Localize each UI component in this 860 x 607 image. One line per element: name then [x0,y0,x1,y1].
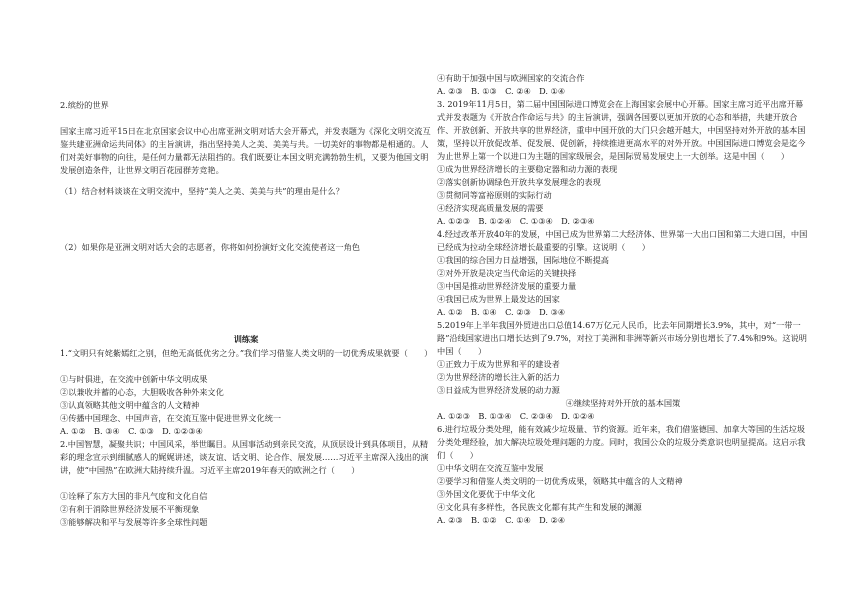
item-2-answers: A. ②③ B. ①③ C. ②④ D. ①④ [437,86,566,96]
intro-paragraph: 国家主席习近平15日在北京国家会议中心出席亚洲文明对话大会开幕式，并发表题为《深化文明交流互鉴共建亚洲命运共同体》的主旨演讲，指出坚持美人之美、美美与共。一切美好的事物都是相通的。人们对美好事物的向往，是任何力量都无法阻挡的。我们既要让本国文明充满勃勃生机，又要为他国文明发展创造条件，让世界文明百花园群芳竞艳。 [60,126,431,175]
item-3-stem: 3. 2019年11月5日，第二届中国国际进口博览会在上海国家会展中心开幕。国家主席习近平出席开幕式并发表题为《开放合作命运与共》的主旨演讲，强调各国要以更加开放的心态和举措，共建开放合作、开放创新、开放共享的世界经济，重申中国开放的大门只会越开越大，中国坚持对外开放的基本国策，坚持以开放促改革、促发展、促创新，持续推进更高水平的对外开放。中国国际进口博览会是迄今为止世界上第一个以进口为主题的国家级展会，是国际贸易发展史上一大创举。这是中国（ ） [437,99,806,161]
section-title: 训练案 [233,334,259,344]
item-5-option-4: ④继续坚持对外开放的基本国策 [565,398,681,408]
item-2-stem: 2.中国智慧，凝聚共识；中国风采，举世瞩目。从国事活动到亲民交流，从顶层设计到具体项目，从精彩的理念宣示到细腻感人的娓娓讲述，谈友谊、话文明、论合作、展发展……习近平主席深入浅出的演讲，使“中国热”在欧洲大陆持续升温。习近平主席2019年春天的欧洲之行（ ） [60,439,429,475]
item-4-options: ①我国的综合国力日益增强，国际地位不断提高 ②对外开放是决定当代命运的关键抉择 ③中国是推动世界经济发展的重要力量 ④我国已成为世界上最发达的国家 [437,255,609,304]
item-5-stem: 5.2019年上半年我国外贸进出口总值14.67万亿元人民币，比去年同期增长3.9%，其中，对“一带一路”沿线国家进出口增长达到了9.7%，对拉丁美洲和非洲等新兴市场分别也增长了7.4%和9%。这说明中国（ ） [437,320,807,356]
item-4-answers: A. ①② B. ①④ C. ②③ D. ③④ [437,307,566,317]
item-1-answers: A. ①② B. ③④ C. ①③ D. ①②③④ [60,426,203,436]
item-1-options: ①与时俱进，在交流中创新中华文明成果 ②以兼收并蓄的心态，大胆吸收各种外来文化 ③认真领略其他文明中蕴含的人文精神 ④传播中国理念、中国声音，在交流互鉴中促进世界文化统一 [60,374,282,423]
item-3-options: ①成为世界经济增长的主要稳定器和动力源的表现 ②落实创新协调绿色开放共享发展理念的表现 ③贯彻同等富裕原则的实际行动 ④经济实现高质量发展的需要 [437,164,618,213]
item-4-stem: 4.经过改革开放40年的发展，中国已成为世界第二大经济体、世界第一大出口国和第二大进口国，中国已经成为拉动全球经济增长最重要的引擎。这说明（ ） [437,229,808,252]
item-5-options: ①正致力于成为世界和平的建设者 ②为世界经济的增长注入新的活力 ③日益成为世界经济发展的动力源 [437,359,560,395]
item-1-stem: 1.“文明只有姹紫嫣红之别，但绝无高低优劣之分。”我们学习借鉴人类文明的一切优秀成果就要（ ） [60,348,433,358]
item-5-answers: A. ①②③ B. ①③④ C. ②③④ D. ①②④ [437,411,595,421]
item-6-answers: A. ②③ B. ①② C. ①④ D. ②④ [437,515,566,525]
item-6-options: ①中华文明在交流互鉴中发展 ②要学习和借鉴人类文明的一切优秀成果，领略其中蕴含的人文精神 ③外国文化要优于中华文化 ④文化具有多样性，各民族文化都有其产生和发展的渊源 [437,463,683,512]
item-2-option-4: ④有助于加强中国与欧洲国家的交流合作 [437,73,585,83]
section-heading: 2.缤纷的世界 [60,100,109,110]
item-3-answers: A. ①②③ B. ①②④ C. ①③④ D. ②③④ [437,216,595,226]
item-6-stem: 6.进行垃圾分类处理，能有效减少垃圾量、节约资源。近年来，我们借鉴德国、加拿大等国的生活垃圾分类处理经验，加大解决垃圾处理问题的力度。同时，我国公众的垃圾分类意识也明显提高。这启示我们（ ） [437,424,806,460]
item-2-options: ①诠释了东方大国的非凡气度和文化自信 ②有利于消除世界经济发展不平衡现象 ③能够解决和平与发展等许多全球性问题 [60,491,208,527]
question-2: （2）如果你是亚洲文明对话大会的志愿者，你将如何扮演好文化交流使者这一角色 [60,242,360,252]
question-1: （1）结合材料谈谈在文明交流中，坚持“美人之美、美美与共”的理由是什么？ [60,186,344,196]
